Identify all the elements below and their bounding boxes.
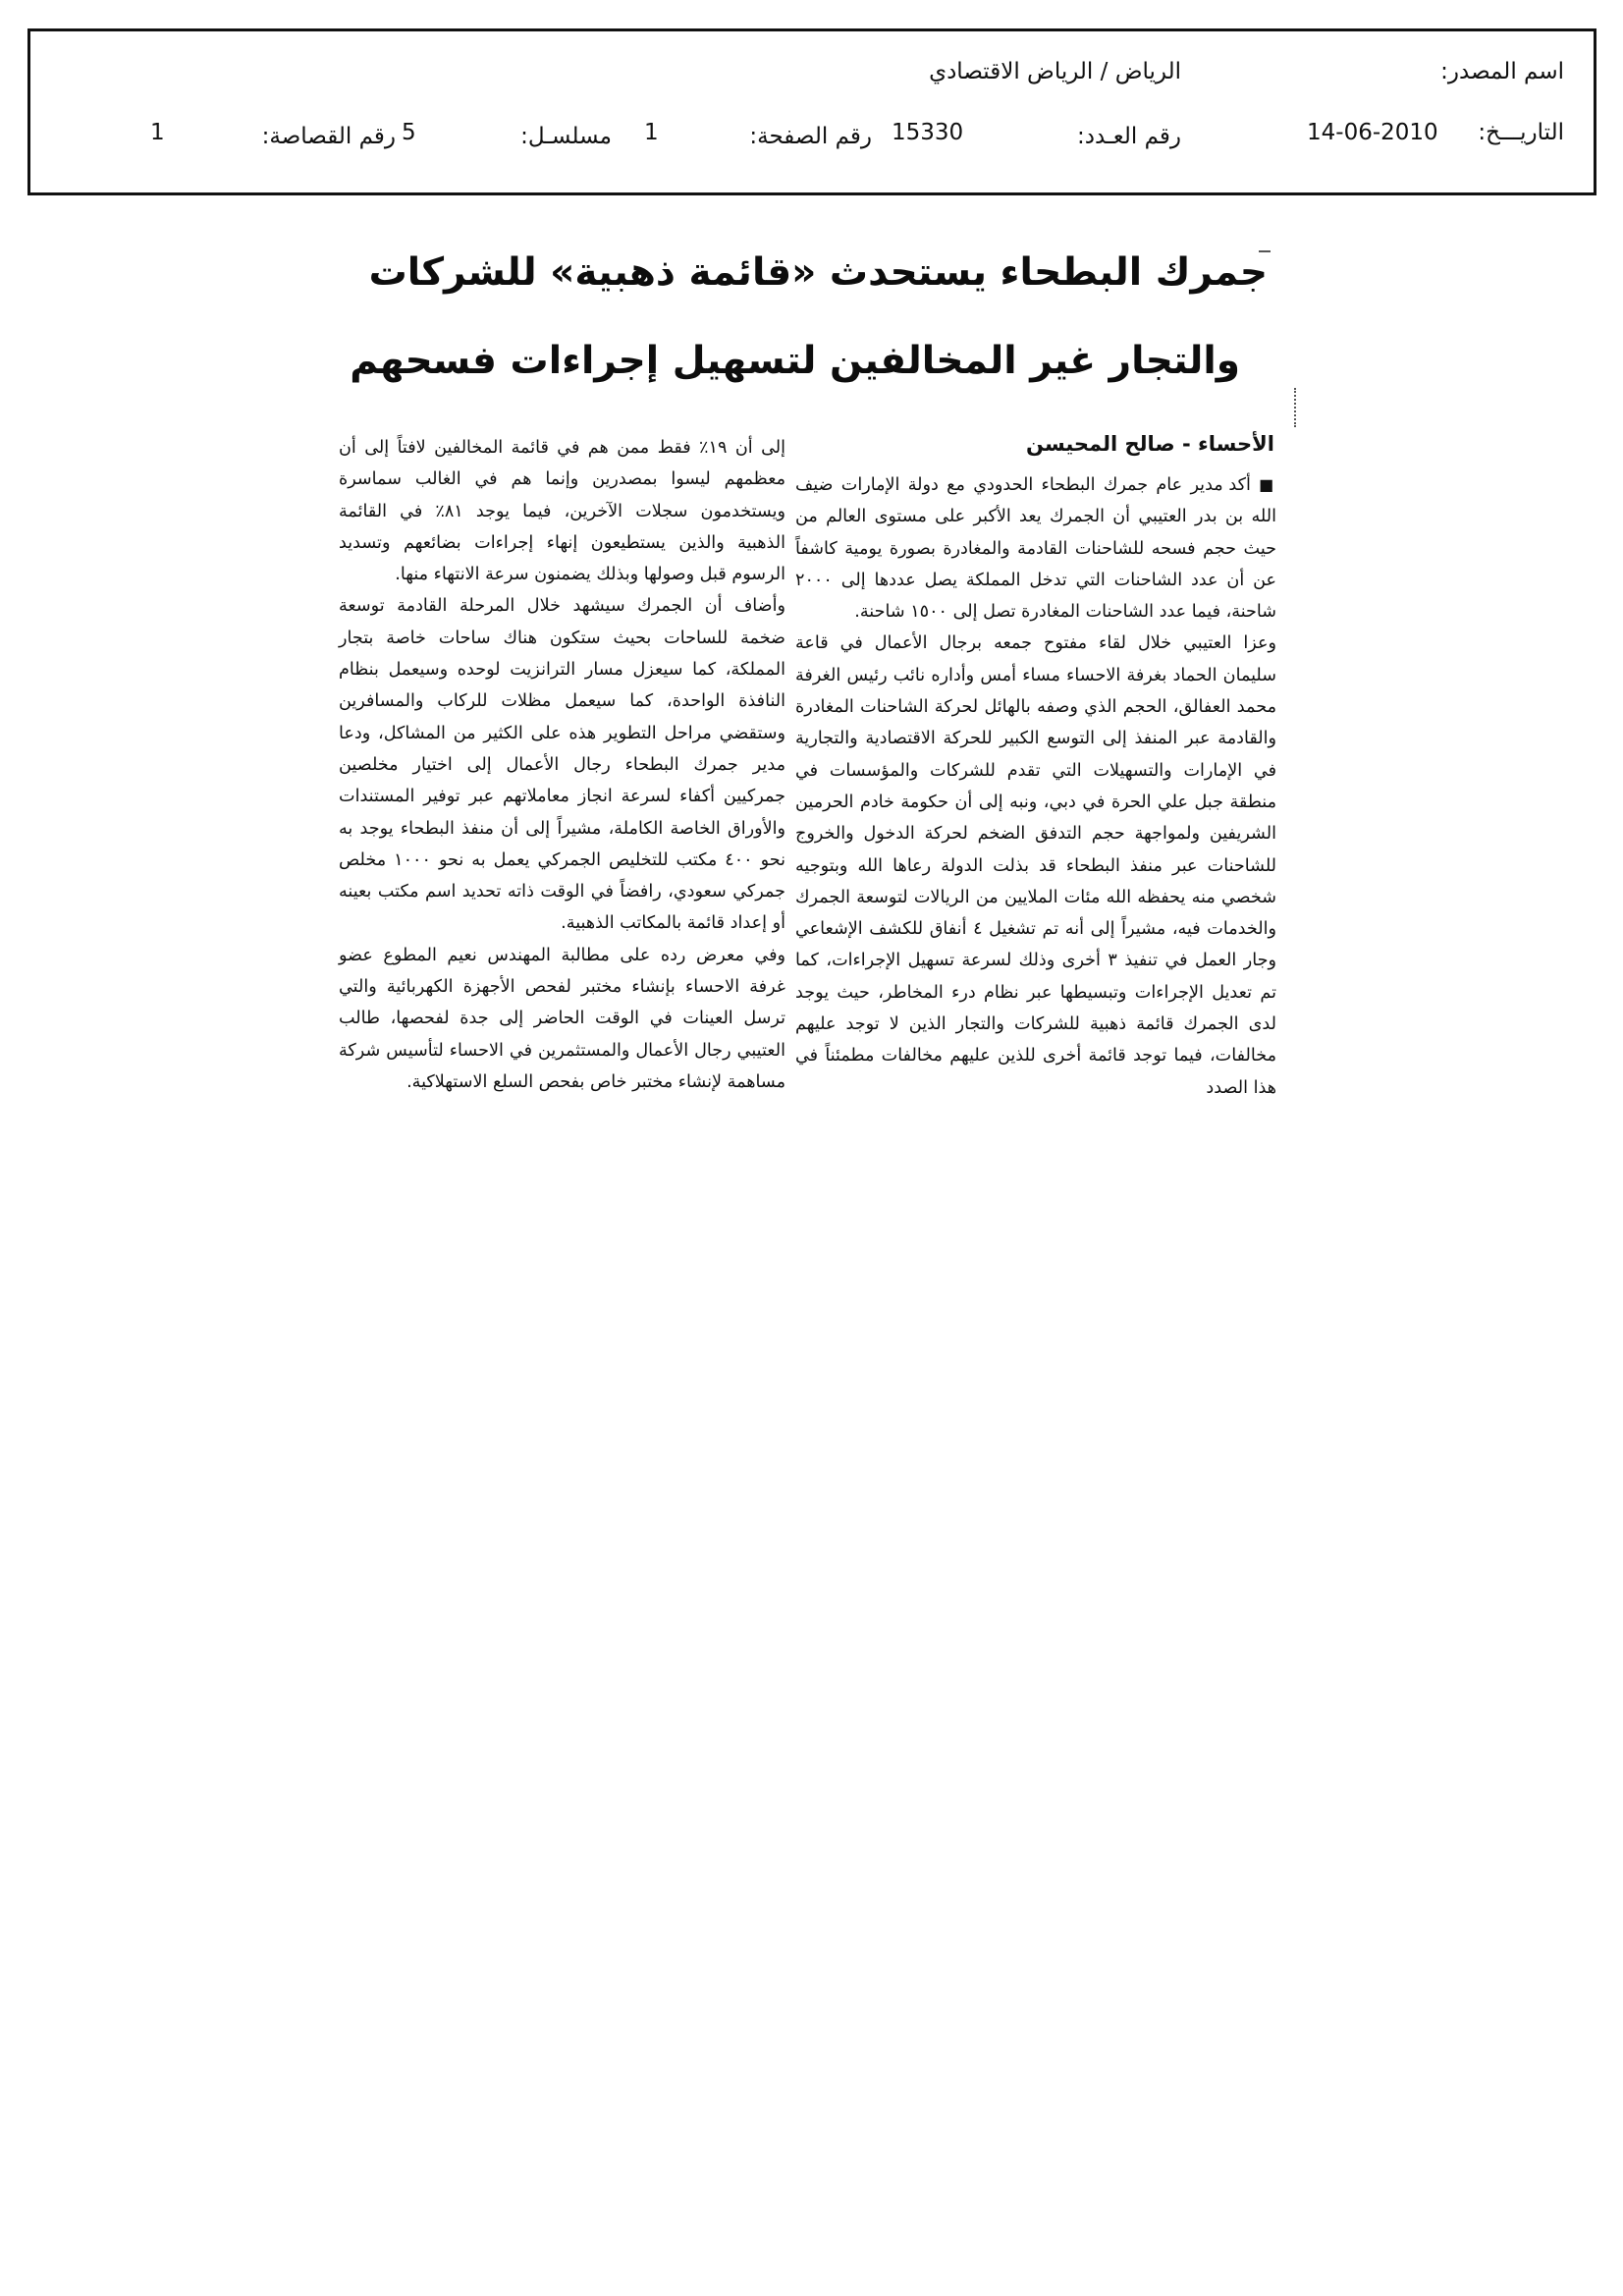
paragraph bbox=[795, 469, 1276, 628]
source-value: الرياض / الرياض الاقتصادي bbox=[929, 59, 1181, 84]
date-value: 14-06-2010 bbox=[1307, 120, 1438, 145]
headline-line-2: والتجار غير المخالفين لتسهيل إجراءات فسحهم bbox=[350, 339, 1240, 383]
page-value: 1 bbox=[644, 120, 659, 145]
header-box bbox=[27, 28, 1596, 195]
date-label: التاريـــخ: bbox=[1478, 120, 1564, 145]
serial-label: مسلسـل: bbox=[520, 124, 612, 149]
clip-label: رقم القصاصة: bbox=[261, 124, 396, 149]
clip-value: 1 bbox=[150, 120, 165, 145]
issue-value: 15330 bbox=[892, 120, 964, 145]
paragraph: إلى أن ١٩٪ فقط ممن هم في قائمة المخالفين لافتاً إلى أن معظمهم ليسوا بمصدرين وإنما هم في الغالب سماسرة ويستخدمون سجلات الآخرين، فيما يوجد ٨١٪ في القائمة الذهبية والذين يستطيعون إنهاء إجراءات بضائعهم وتسديد الرسوم قبل وصولها وبذلك يضمنون سرعة الانتهاء منها. bbox=[339, 438, 785, 585]
article-column-right bbox=[795, 469, 1276, 1104]
article-column-left bbox=[339, 432, 785, 1098]
headline-line-1: جمرك البطحاء يستحدث «قائمة ذهبية» للشركات bbox=[368, 250, 1268, 295]
paragraph: وعزا العتيبي خلال لقاء مفتوح جمعه برجال الأعمال في قاعة سليمان الحماد بغرفة الاحساء مساء أمس وأداره نائب رئيس الغرفة محمد العفالق، الحجم الذي وصفه بالهائل لحركة الشاحنات المغادرة والقادمة عبر المنفذ إلى التوسع الكبير للحركة الاقتصادية والتجارية في الإمارات والتسهيلات التي تقدم للشركات والمؤسسات في منطقة جبل علي الحرة في دبي، ونبه إلى أن حكومة خادم الحرمين الشريفين ولمواجهة حجم التدفق الضخم لحركة الدخول والخروج للشاحنات عبر منفذ البطحاء قد بذلت الدولة رعاها الله وبتوجيه شخصي منه يحفظه الله مئات الملايين من الريالات لتوسعة الجمرك والخدمات فيه، مشيراً إلى أنه تم تشغيل ٤ أنفاق للكشف الإشعاعي وجار العمل في تنفيذ ٣ أخرى وذلك لسرعة تسهيل الإجراءات، كما تم تعديل الإجراءات وتبسيطها عبر نظام درء المخاطر، حيث يوجد لدى الجمرك قائمة ذهبية للشركات والتجار الذين لا توجد عليهم مخالفات، فيما توجد قائمة أخرى للذين عليهم مخالفات مطمئناً في هذا الصدد bbox=[795, 633, 1276, 1098]
byline: الأحساء - صالح المحيسن bbox=[1026, 432, 1274, 456]
paragraph: وفي معرض رده على مطالبة المهندس نعيم المطوع عضو غرفة الاحساء بإنشاء مختبر لفحص الأجهزة الكهربائية والتي ترسل العينات في الوقت الحاضر إلى جدة لفحصها، طالب العتيبي رجال الأعمال والمستثمرين في الاحساء لتأسيس شركة مساهمة لإنشاء مختبر خاص بفحص السلع الاستهلاكية. bbox=[339, 945, 785, 1092]
paragraph-text: أكد مدير عام جمرك البطحاء الحدودي مع دولة الإمارات ضيف الله بن بدر العتيبي أن الجمرك يعد الأكبر على مستوى العالم من حيث حجم فسحه للشاحنات القادمة والمغادرة بصورة يومية كاشفاً عن أن عدد الشاحنات التي تدخل المملكة يصل عددها إلى ٢٠٠٠ شاحنة، فيما عدد الشاحنات المغادرة تصل إلى ١٥٠٠ شاحنة. bbox=[795, 475, 1276, 623]
bullet-square-icon: ■ bbox=[1259, 475, 1276, 494]
serial-value: 5 bbox=[402, 120, 416, 145]
source-label: اسم المصدر: bbox=[1440, 59, 1564, 84]
paragraph: وأضاف أن الجمرك سيشهد خلال المرحلة القادمة توسعة ضخمة للساحات بحيث ستكون هناك ساحات خاصة بتجار المملكة، كما سيعزل مسار الترانزيت لوحده وسيعمل بنظام النافذة الواحدة، كما سيعمل مظلات للركاب والمسافرين وستقضي مراحل التطوير هذه على الكثير من المشاكل، ودعا مدير جمرك البطحاء رجال الأعمال إلى اختيار مخلصين جمركيين أكفاء لسرعة انجاز معاملاتهم عبر توفير المستندات والأوراق الخاصة الكاملة، مشيراً إلى أن منفذ البطحاء يوجد به نحو ٤٠٠ مكتب للتخليص الجمركي يعمل به نحو ١٠٠٠ مخلص جمركي سعودي، رافضاً في الوقت ذاته تحديد اسم مكتب بعينه أو إعداد قائمة بالمكاتب الذهبية. bbox=[339, 596, 785, 934]
decorative-dotted-line bbox=[1294, 388, 1298, 427]
issue-label: رقم العـدد: bbox=[1076, 124, 1181, 149]
page-label: رقم الصفحة: bbox=[749, 124, 872, 149]
